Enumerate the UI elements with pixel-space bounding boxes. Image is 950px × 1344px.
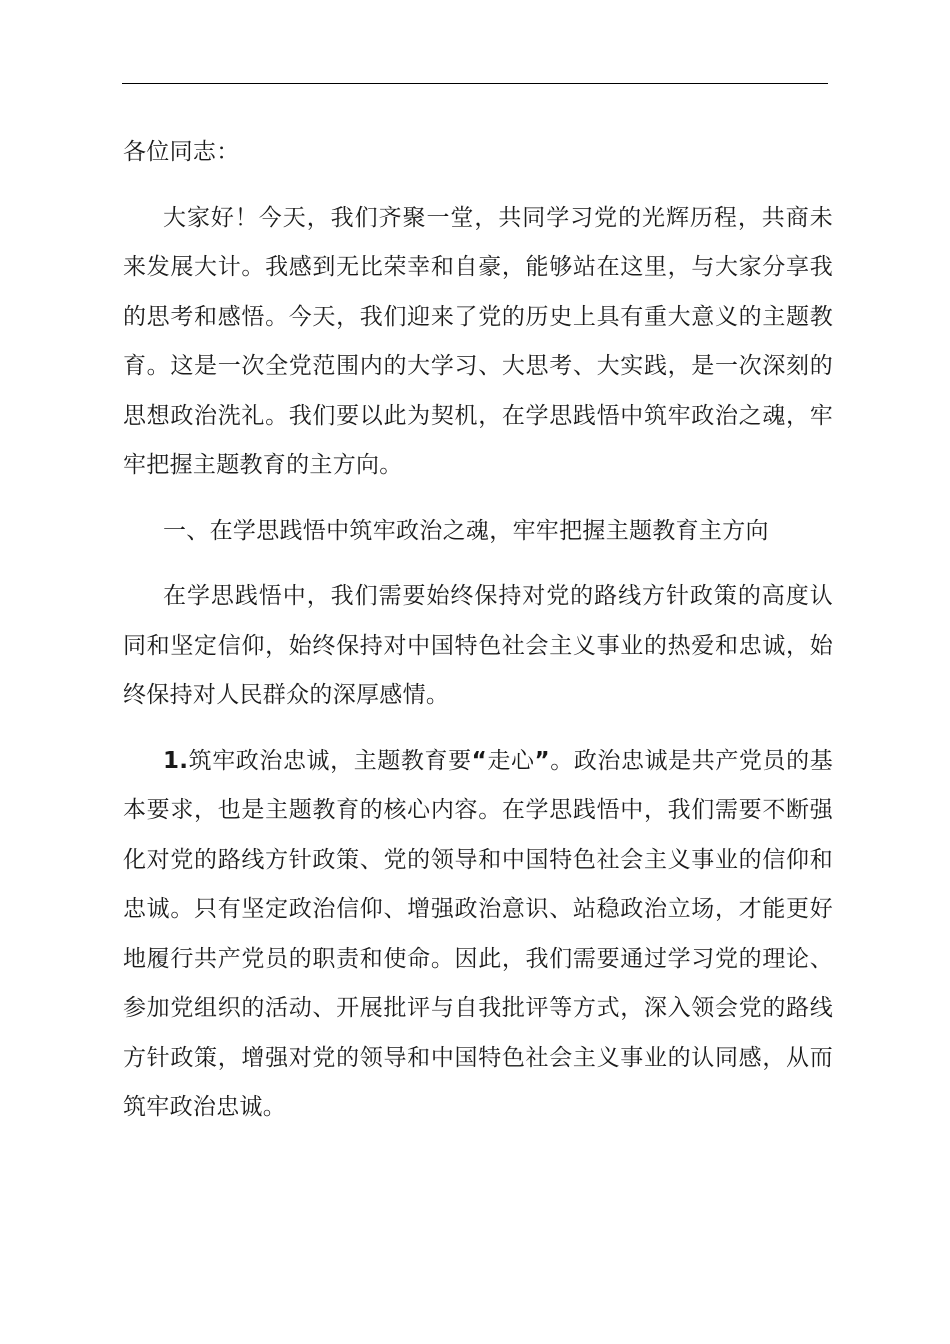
quote-open: “ <box>471 747 488 774</box>
point-body: 。政治忠诚是共产党员的基本要求，也是主题教育的核心内容。在学思践悟中，我们需要不断强化对党的路线方针政策、党的领导和中国特色社会主义事业的信仰和忠诚。只有坚定政治信仰、增强政治意识、站稳政治立场，才能更好地履行共产党员的职责和使命。因此，我们需要通过学习党的理论、参加党组织的活动、开展批评与自我批评等方式，深入领会党的路线方针政策，增强对党的领导和中国特色社会主义事业的认同感，从而筑牢政治忠诚。 <box>123 747 833 1120</box>
document-body <box>123 128 833 1149</box>
point-number: 1. <box>163 747 189 774</box>
header-rule <box>122 83 828 84</box>
salutation: 各位同志： <box>123 139 240 165</box>
point-title: 筑牢政治忠诚，主题教育要 <box>188 747 472 774</box>
point-1-paragraph <box>123 737 833 1133</box>
section-heading: 一、在学思践悟中筑牢政治之魂，牢牢把握主题教育主方向 <box>163 517 769 544</box>
opening-paragraph: 大家好！今天，我们齐聚一堂，共同学习党的光辉历程，共商未来发展大计。我感到无比荣幸和自豪，能够站在这里，与大家分享我的思考和感悟。今天，我们迎来了党的历史上具有重大意义的主题教育。这是一次全党范围内的大学习、大思考、大实践，是一次深刻的思想政治洗礼。我们要以此为契机，在学思践悟中筑牢政治之魂，牢牢把握主题教育的主方向。 <box>123 204 833 478</box>
section-intro-paragraph: 在学思践悟中，我们需要始终保持对党的路线方针政策的高度认同和坚定信仰，始终保持对中国特色社会主义事业的热爱和忠诚，始终保持对人民群众的深厚感情。 <box>123 583 833 708</box>
quote-word: 走心 <box>487 747 535 774</box>
quote-close: ” <box>534 747 550 774</box>
